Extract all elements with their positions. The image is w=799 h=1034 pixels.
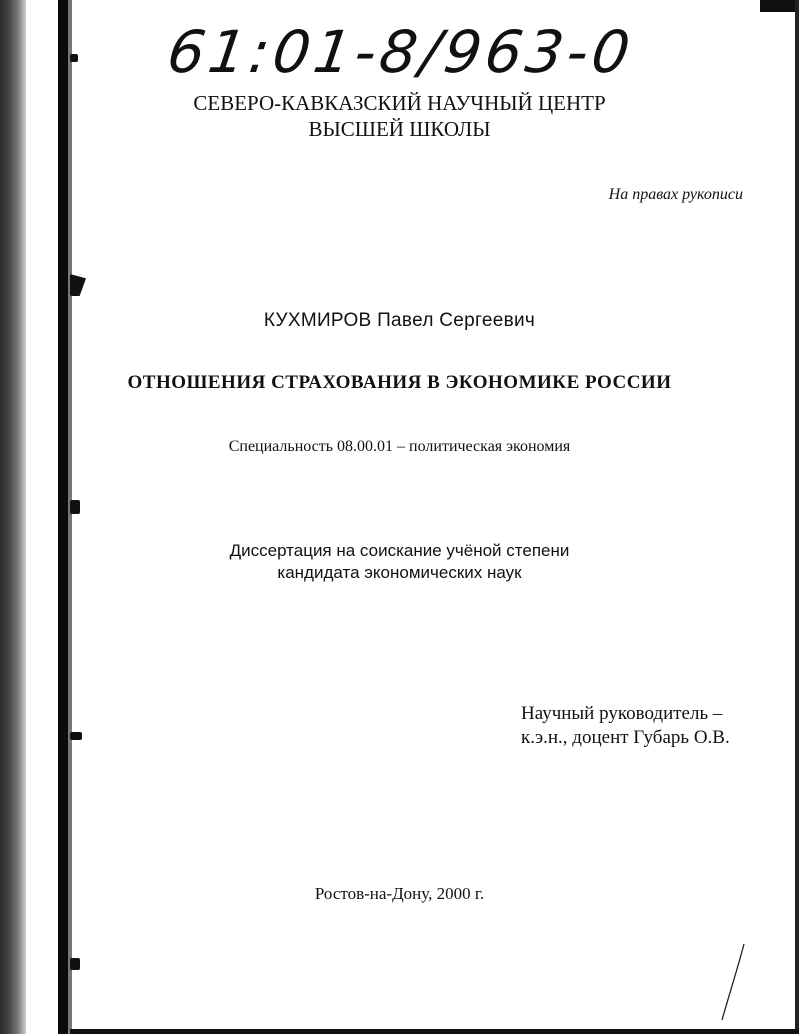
manuscript-note: На правах рукописи <box>608 186 743 203</box>
supervisor-line-1: Научный руководитель – <box>521 703 723 724</box>
scan-bottom-edge <box>70 1029 799 1034</box>
supervisor-line-2: к.э.н., доцент Губарь О.В. <box>521 727 730 748</box>
specialty-line: Специальность 08.00.01 – политическая экономия <box>228 438 571 455</box>
degree-line-1: Диссертация на соискание учёной степени <box>229 541 570 560</box>
punch-mark <box>70 54 78 62</box>
degree-statement <box>0 540 799 584</box>
punch-mark <box>70 958 80 970</box>
scan-top-edge <box>760 0 799 12</box>
punch-mark <box>70 274 86 296</box>
punch-mark <box>70 500 80 514</box>
author-name: КУХМИРОВ Павел Сергеевич <box>263 310 536 331</box>
handwritten-archive-code: 61:01-8/963-0 <box>163 18 638 86</box>
pen-stroke-mark <box>718 942 748 1022</box>
scan-binding-shadow <box>68 0 72 1034</box>
institution-line-2: ВЫСШЕЙ ШКОЛЫ <box>308 117 491 141</box>
punch-mark <box>70 732 82 740</box>
scan-binding-edge <box>0 0 26 1034</box>
scan-binding-strip <box>58 0 68 1034</box>
thesis-title: ОТНОШЕНИЯ СТРАХОВАНИЯ В ЭКОНОМИКЕ РОССИИ <box>127 372 672 393</box>
city-year: Ростов-на-Дону, 2000 г. <box>314 884 485 903</box>
institution-name <box>0 90 799 142</box>
scan-right-edge <box>795 0 799 1034</box>
supervisor-block <box>521 702 730 750</box>
institution-line-1: СЕВЕРО-КАВКАЗСКИЙ НАУЧНЫЙ ЦЕНТР <box>193 91 606 115</box>
degree-line-2: кандидата экономических наук <box>277 563 522 582</box>
